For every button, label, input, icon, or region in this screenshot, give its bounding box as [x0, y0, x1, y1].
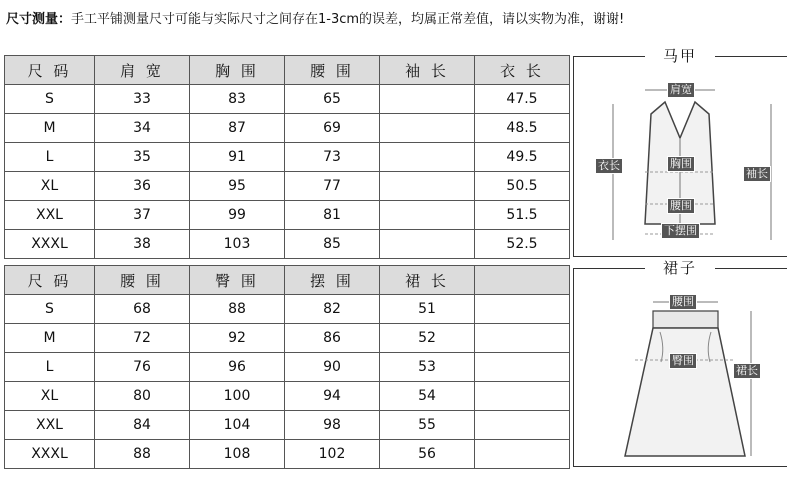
measure-cell: 37: [95, 201, 190, 230]
column-header: 袖 长: [380, 56, 475, 85]
measure-cell: 51.5: [475, 201, 570, 230]
measure-cell: 69: [285, 114, 380, 143]
table-row: [5, 143, 570, 172]
measure-cell: 35: [95, 143, 190, 172]
measure-cell: [475, 324, 570, 353]
column-header: [475, 266, 570, 295]
size-cell: XXL: [5, 201, 95, 230]
skirt-length-label: 裙长: [733, 363, 761, 379]
measure-cell: 88: [95, 440, 190, 469]
skirt-diagram: [573, 256, 787, 467]
table-row: [5, 353, 570, 382]
measure-cell: 65: [285, 85, 380, 114]
column-header: 衣 长: [475, 56, 570, 85]
notice-text: 手工平铺测量尺寸可能与实际尺寸之间存在1-3cm的误差，均属正常差值，请以实物为准，谢谢!: [71, 12, 625, 27]
chest-label: 胸围: [667, 156, 695, 172]
skirt-hip-label: 臀围: [669, 353, 697, 369]
measure-cell: 80: [95, 382, 190, 411]
measure-cell: 86: [285, 324, 380, 353]
measure-cell: 72: [95, 324, 190, 353]
column-header: 肩 宽: [95, 56, 190, 85]
skirt-waist-label: 腰围: [669, 294, 697, 310]
column-header: 尺 码: [5, 266, 95, 295]
size-cell: XXXL: [5, 230, 95, 259]
measure-cell: 103: [190, 230, 285, 259]
skirt-size-table: [4, 265, 570, 469]
measure-cell: 108: [190, 440, 285, 469]
measure-cell: 54: [380, 382, 475, 411]
length-label: 衣长: [595, 158, 623, 174]
measure-cell: 34: [95, 114, 190, 143]
sleeve-label: 袖长: [743, 166, 771, 182]
measure-cell: [475, 440, 570, 469]
measure-cell: 92: [190, 324, 285, 353]
measure-cell: [380, 230, 475, 259]
size-cell: M: [5, 114, 95, 143]
measure-cell: [475, 411, 570, 440]
measure-cell: 48.5: [475, 114, 570, 143]
size-cell: XL: [5, 382, 95, 411]
table-row: [5, 295, 570, 324]
measure-cell: 38: [95, 230, 190, 259]
column-header: 腰 围: [285, 56, 380, 85]
measurement-notice: [6, 7, 786, 33]
waist-label: 腰围: [667, 198, 695, 214]
header-row: [5, 56, 570, 85]
measure-cell: 88: [190, 295, 285, 324]
measure-cell: [475, 353, 570, 382]
measure-cell: 81: [285, 201, 380, 230]
size-cell: XXL: [5, 411, 95, 440]
measure-cell: [380, 114, 475, 143]
table-row: [5, 324, 570, 353]
measure-cell: 52: [380, 324, 475, 353]
measure-cell: 94: [285, 382, 380, 411]
table-row: [5, 172, 570, 201]
vest-diagram-title: 马甲: [645, 46, 715, 66]
column-header: 胸 围: [190, 56, 285, 85]
measure-cell: 51: [380, 295, 475, 324]
measure-cell: 99: [190, 201, 285, 230]
measure-cell: 47.5: [475, 85, 570, 114]
measure-cell: [380, 85, 475, 114]
measure-cell: 73: [285, 143, 380, 172]
table-row: [5, 382, 570, 411]
measure-cell: 49.5: [475, 143, 570, 172]
measure-cell: 82: [285, 295, 380, 324]
measure-cell: 83: [190, 85, 285, 114]
measure-cell: [380, 143, 475, 172]
measure-cell: [380, 172, 475, 201]
table-row: [5, 85, 570, 114]
column-header: 摆 围: [285, 266, 380, 295]
size-cell: L: [5, 353, 95, 382]
size-cell: M: [5, 324, 95, 353]
table-row: [5, 230, 570, 259]
measure-cell: 84: [95, 411, 190, 440]
measure-cell: 77: [285, 172, 380, 201]
size-cell: XXXL: [5, 440, 95, 469]
column-header: 尺 码: [5, 56, 95, 85]
size-cell: XL: [5, 172, 95, 201]
measure-cell: 36: [95, 172, 190, 201]
measure-cell: 55: [380, 411, 475, 440]
measure-cell: 52.5: [475, 230, 570, 259]
skirt-diagram-title: 裙子: [645, 258, 715, 278]
measure-cell: [475, 382, 570, 411]
size-cell: S: [5, 85, 95, 114]
measure-cell: 50.5: [475, 172, 570, 201]
hem-label: 下摆围: [661, 223, 700, 239]
table-row: [5, 411, 570, 440]
measure-cell: 100: [190, 382, 285, 411]
measure-cell: 90: [285, 353, 380, 382]
measure-cell: 56: [380, 440, 475, 469]
measure-cell: 85: [285, 230, 380, 259]
column-header: 裙 长: [380, 266, 475, 295]
vest-diagram: [573, 44, 787, 257]
measure-cell: 87: [190, 114, 285, 143]
measure-cell: 104: [190, 411, 285, 440]
table-row: [5, 440, 570, 469]
measure-cell: 98: [285, 411, 380, 440]
measure-cell: [475, 295, 570, 324]
measure-cell: 53: [380, 353, 475, 382]
column-header: 臀 围: [190, 266, 285, 295]
measure-cell: 76: [95, 353, 190, 382]
shoulder-label: 肩宽: [667, 82, 695, 98]
measure-cell: 96: [190, 353, 285, 382]
vest-size-table: [4, 55, 570, 259]
measure-cell: 91: [190, 143, 285, 172]
table-row: [5, 201, 570, 230]
column-header: 腰 围: [95, 266, 190, 295]
notice-lead: 尺寸测量：: [6, 12, 72, 27]
size-cell: L: [5, 143, 95, 172]
measure-cell: [380, 201, 475, 230]
header-row: [5, 266, 570, 295]
measure-cell: 102: [285, 440, 380, 469]
size-cell: S: [5, 295, 95, 324]
measure-cell: 33: [95, 85, 190, 114]
measure-cell: 95: [190, 172, 285, 201]
measure-cell: 68: [95, 295, 190, 324]
table-row: [5, 114, 570, 143]
